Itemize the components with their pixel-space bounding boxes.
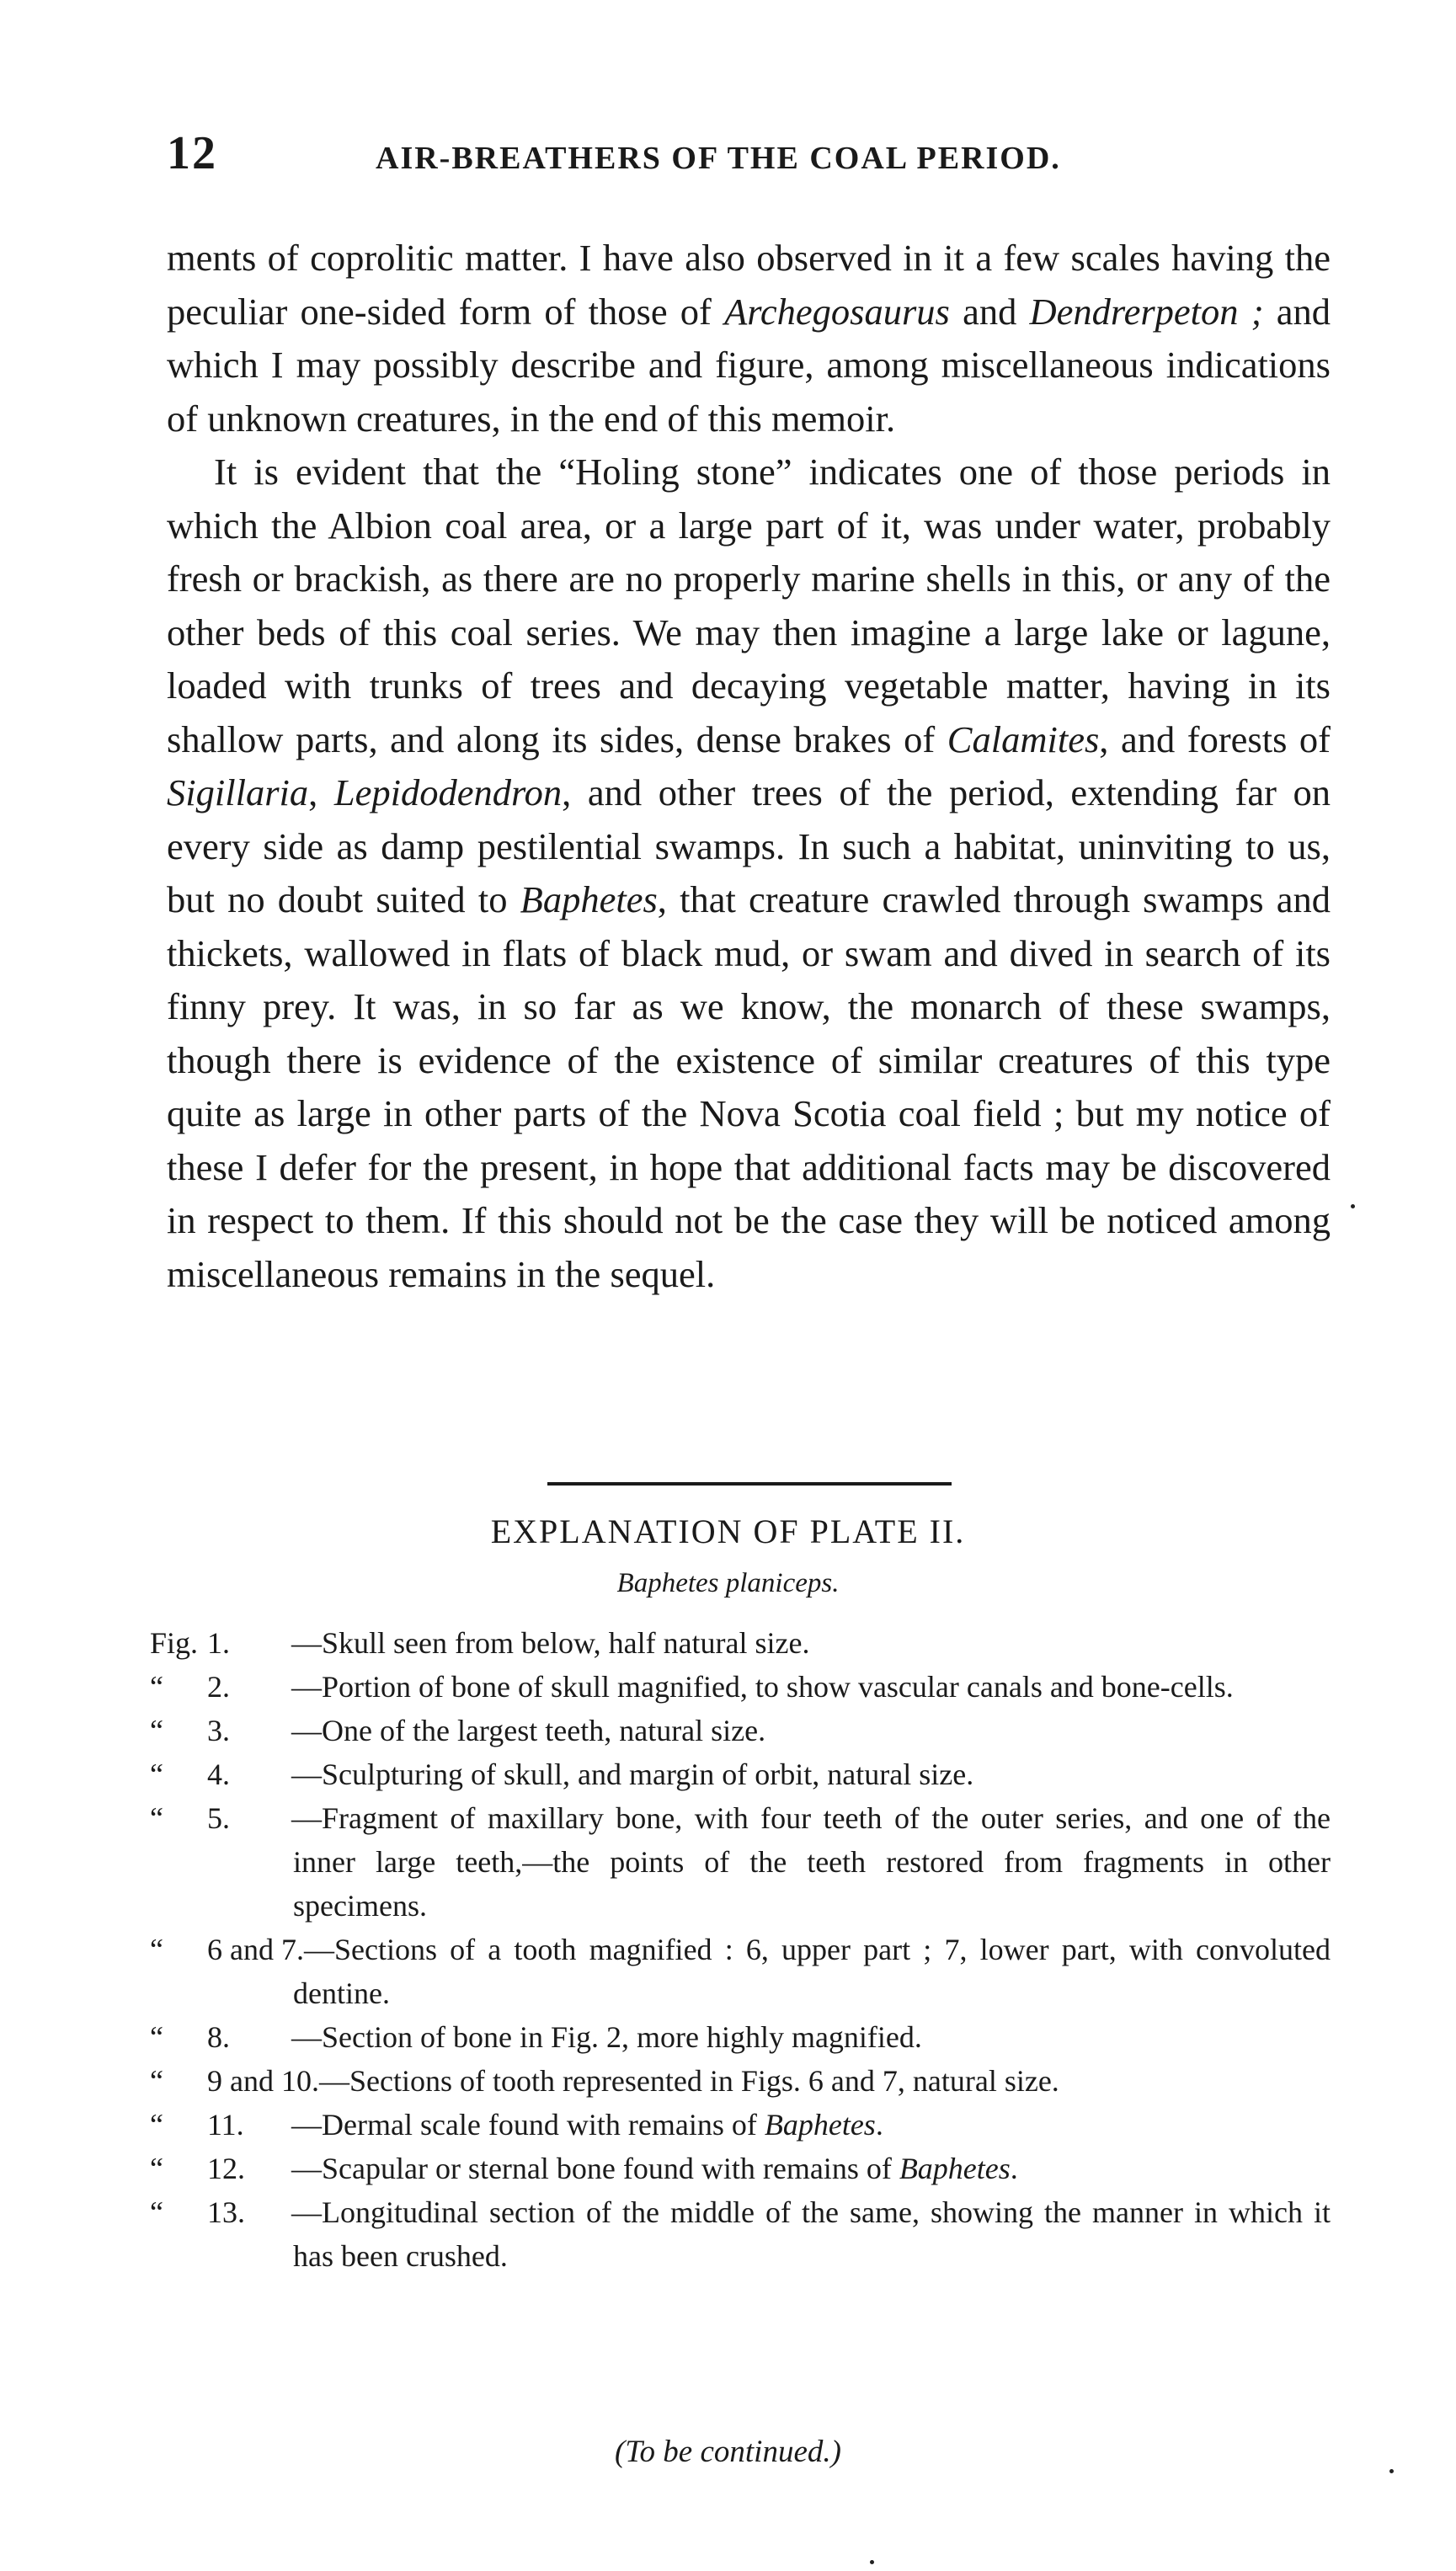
- figure-entry: [150, 1928, 1331, 2015]
- figure-number: 13.: [207, 2195, 245, 2229]
- figure-description: —Dermal scale found with remains of: [291, 2108, 765, 2142]
- page-number: 12: [167, 127, 217, 179]
- figure-entry: [150, 1665, 1331, 1709]
- plate-title: EXPLANATION OF PLATE II.: [490, 1512, 966, 1550]
- genus-name: Sigillaria: [167, 771, 309, 813]
- genus-name: Baphetes: [899, 2152, 1011, 2185]
- figure-entry: [150, 2059, 1331, 2103]
- figure-label: “: [150, 1758, 163, 1791]
- figure-label: “: [150, 2195, 163, 2229]
- figure-number: 11.: [207, 2108, 244, 2142]
- figure-description: —One of the largest teeth, natural size.: [291, 1714, 766, 1747]
- figure-label: Fig.: [150, 1626, 199, 1660]
- figure-label: “: [150, 2064, 163, 2098]
- figure-description: —Fragment of maxillary bone, with four teeth of the outer series, and one of the inner large teeth,—the points of the teeth restored from fragments in other specimens.: [291, 1801, 1331, 1923]
- figure-description-end: .: [1010, 2152, 1018, 2185]
- figure-label: “: [150, 2108, 163, 2142]
- figure-description: —Sculpturing of skull, and margin of orbit, natural size.: [291, 1758, 974, 1791]
- figure-entry: [150, 2103, 1331, 2147]
- figure-description: —Sections of a tooth magnified : 6, upper part ; 7, lower part, with convoluted dentine.: [293, 1933, 1331, 2010]
- figure-entry: [150, 2015, 1331, 2059]
- section-divider: [547, 1482, 952, 1486]
- genus-name: Baphetes: [764, 2108, 876, 2142]
- genus-name: Dendrerpeton ;: [1029, 290, 1264, 333]
- print-speck: [870, 2560, 874, 2564]
- genus-name: Lepidodendron: [333, 771, 563, 813]
- figure-label: “: [150, 2020, 163, 2054]
- genus-name: Baphetes: [520, 878, 658, 920]
- figure-label: “: [150, 1670, 163, 1704]
- figure-number: 4.: [207, 1758, 230, 1791]
- figure-label: “: [150, 1801, 163, 1835]
- print-speck: [1389, 2469, 1394, 2473]
- figure-entry: [150, 2147, 1331, 2190]
- figure-description: —Scapular or sternal bone found with remains of: [291, 2152, 899, 2185]
- figure-entry: [150, 1621, 1331, 1665]
- print-speck: [1351, 1204, 1355, 1208]
- figure-description: —Portion of bone of skull magnified, to show vascular canals and bone-cells.: [291, 1670, 1234, 1704]
- figure-number: 6 and 7.: [207, 1933, 304, 1966]
- paragraph-1: ments of coprolitic matter. I have also observed in it a few scales having the peculiar one-sided form of those of Archegosaurus and Dendrerpeton ; and which I may possibly describe and figure, among miscellaneous indications of unknown creatures, in the end of this memoir.: [167, 237, 1331, 440]
- figure-label: “: [150, 1933, 163, 1966]
- figure-description-end: .: [875, 2108, 883, 2142]
- paragraph-2: It is evident that the “Holing stone” indicates one of those periods in which the Albion coal area, or a large part of it, was under water, probably fresh or brackish, as there are no properly marine shells in this, or any of the other beds of this coal series. We may then imagine a large lake or lagune, loaded with trunks of trees and decaying vegetable matter, having in its shallow parts, and along its sides, dense brakes of Calamites, and forests of Sigillaria, Lepidodendron, and other trees of the period, extending far on every side as damp pestilential swamps. In such a habitat, uninviting to us, but no doubt suited to Baphetes, that creature crawled through swamps and thickets, wallowed in flats of black mud, or swam and dived in search of its finny prey. It was, in so far as we know, the monarch of these swamps, though there is evidence of the existence of similar creatures of this type quite as large in other parts of the Nova Scotia coal field ; but my notice of these I defer for the present, in hope that additional facts may be discovered in respect to them. If this should not be the case they will be noticed among miscellaneous remains in the sequel.: [167, 451, 1331, 1295]
- figure-label: “: [150, 1714, 163, 1747]
- running-head: AIR-BREATHERS OF THE COAL PERIOD.: [376, 141, 1061, 176]
- figure-number: 12.: [207, 2152, 245, 2185]
- figure-description: —Sections of tooth represented in Figs. 6 and 7, natural size.: [318, 2064, 1059, 2098]
- figure-description: —Skull seen from below, half natural size.: [291, 1626, 810, 1660]
- figure-number: 1.: [207, 1626, 230, 1660]
- figure-number: 2.: [207, 1670, 230, 1704]
- figure-list: [150, 1621, 1331, 2278]
- continued-note: (To be continued.): [615, 2435, 841, 2469]
- figure-entry: [150, 2190, 1331, 2278]
- figure-label: “: [150, 2152, 163, 2185]
- figure-number: 8.: [207, 2020, 230, 2054]
- page-header: [167, 126, 1331, 185]
- genus-name: Calamites: [947, 717, 1100, 760]
- figure-entry: [150, 1796, 1331, 1928]
- figure-number: 9 and 10.: [207, 2064, 319, 2098]
- body-text: [167, 232, 1331, 1301]
- figure-description: —Longitudinal section of the middle of the same, showing the manner in which it has been crushed.: [291, 2195, 1331, 2273]
- figure-number: 3.: [207, 1714, 230, 1747]
- figure-entry: [150, 1752, 1331, 1796]
- figure-entry: [150, 1709, 1331, 1752]
- figure-description: —Section of bone in Fig. 2, more highly magnified.: [291, 2020, 922, 2054]
- species-name: Baphetes planiceps.: [616, 1568, 840, 1598]
- figure-number: 5.: [207, 1801, 230, 1835]
- genus-name: Archegosaurus: [724, 290, 950, 333]
